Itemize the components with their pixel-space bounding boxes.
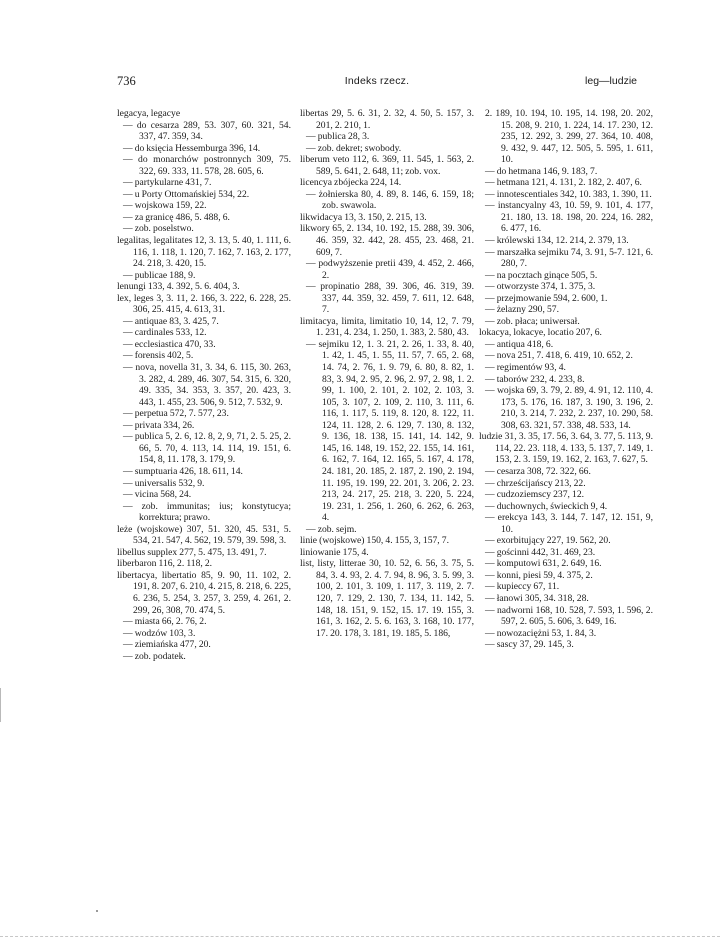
index-subentry: — propinatio 288, 39. 306, 46. 319, 39. 337, 44. 359, 32. 459, 7. 611, 12. 648, 7. bbox=[306, 281, 474, 316]
index-entry: ludzie 31, 3. 35, 17. 56, 3. 64, 3. 77, 5. 113, 9. 114, 22. 23. 118, 4. 133, 5. 137, 7. 149, 1. 153, 2. 3. 159, 19. 162, 2. 163, 7. 627, 5. bbox=[479, 431, 653, 466]
index-subentry: — vicina 568, 24. bbox=[123, 489, 192, 501]
page-header bbox=[117, 74, 637, 90]
index-subentry: — wojska 69, 3. 79, 2. 89, 4. 91, 12. 110, 4. 173, 5. 176, 16. 187, 3. 190, 3. 196, 2. 210, 3. 214, 7. 232, 2. 237, 10. 290, 58. 308, 63. 321, 57. 338, 48. 533, 14. bbox=[485, 385, 653, 431]
index-subentry: — zob. immunitas; ius; konstytucya; korrektura; prawo. bbox=[123, 500, 291, 524]
index-subentry: — nowozaciężni 53, 1. 84, 3. bbox=[485, 627, 597, 639]
index-subentry: — podwyższenie pretii 439, 4. 452, 2. 466, 2. bbox=[306, 258, 474, 281]
index-subentry: — gościnni 442, 31. 469, 23. bbox=[485, 546, 596, 558]
margin-mark bbox=[0, 688, 4, 722]
index-subentry: — przejmowanie 594, 2. 600, 1. bbox=[485, 292, 608, 304]
index-subentry: — sumptuaria 426, 18. 611, 14. bbox=[123, 465, 243, 477]
index-subentry: — perpetua 572, 7. 577, 23. bbox=[123, 408, 229, 420]
index-subentry: — komputowi 631, 2. 649, 16. bbox=[485, 558, 602, 570]
index-entry: linie (wojskowe) 150, 4. 155, 3, 157, 7. bbox=[300, 535, 449, 547]
index-entry: libertas 29, 5. 6. 31, 2. 32, 4. 50, 5. 157, 3. 201, 2. 210, 1. bbox=[300, 108, 474, 131]
index-subentry: — sejmiku 12, 1. 3. 21, 2. 26, 1. 33, 8. 40, 1. 42, 1. 45, 1. 55, 11. 57, 7. 65, 2. 68, 14. 74, 2. 76, 1. 9. 79, 6. 80, 8. 82, 1. 83, 3. 94, 2. 95, 2. 96, 2. 97, 2. 98, 1. 2. 99, 1. 100, 2. 101, 2. 102, 2. 103, 3. 105, 3. 107, 2. 109, 2. 110, 3. 111, 6. 116, 1. 117, 5. 119, 8. 120, 8. 122, 11. 124, 11. 128, 2. 6. 129, 7. 130, 8. 132, 9. 136, 18. 138, 15. 141, 14. 142, 9. 145, 16. 148, 19. 152, 22. 155, 14. 161, 6. 162, 7. 164, 12. 165, 5. 167, 4. 178, 24. 181, 20. 185, 2. 187, 2. 190, 2. 194, 11. 195, 19. 199, 22. 201, 3. 206, 2. 23. 213, 24. 217, 25. 218, 3. 220, 5. 224, 19. 231, 1. 256, 1. 260, 6. 262, 6. 263, 4. bbox=[306, 338, 474, 524]
index-subentry: — ziemiańska 477, 20. bbox=[123, 639, 211, 651]
index-entry: lenungi 133, 4. 392, 5. 6. 404, 3. bbox=[117, 281, 240, 293]
index-subentry: — nova, novella 31, 3. 34, 6. 115, 30. 263, 3. 282, 4. 289, 46. 307, 54. 315, 6. 320, 49. 335, 34. 353, 3. 357, 20. 423, 3. 443, 1. 455, 23. 506, 9. 512, 7. 532, 9. bbox=[123, 362, 291, 408]
index-subentry: — innotescentiales 342, 10. 383, 1. 390, 11. bbox=[485, 188, 652, 200]
index-subentry: — ecclesiastica 470, 33. bbox=[123, 338, 216, 350]
index-subentry: — zob. poselstwo. bbox=[123, 223, 194, 235]
index-subentry: — regimentów 93, 4. bbox=[485, 362, 566, 374]
running-title: Indeks rzecz. bbox=[344, 75, 410, 87]
index-subentry: — do księcia Hessemburga 396, 14. bbox=[123, 142, 261, 154]
index-subentry: — publica 28, 3. bbox=[306, 131, 370, 143]
index-entry: libertacya, libertatio 85, 9. 90, 11. 102, 2. 191, 8. 207, 6. 210, 4. 215, 8. 218, 6. 225, 6. 236, 5. 254, 3. 257, 3. 259, 4. 261, 2. 299, 26, 308, 70. 474, 5. bbox=[117, 569, 291, 616]
index-subentry: — hetmana 121, 4. 131, 2. 182, 2. 407, 6. bbox=[485, 177, 642, 189]
index-subentry: — żelazny 290, 57. bbox=[485, 304, 559, 316]
index-column-3 bbox=[479, 108, 653, 651]
index-subentry: — łanowi 305, 34. 318, 28. bbox=[485, 592, 589, 604]
index-subentry: — cudzoziemscy 237, 12. bbox=[485, 489, 585, 501]
index-subentry: — partykularne 431, 7. bbox=[123, 177, 212, 189]
index-entry: limitacya, limita, limitatio 10, 14, 12, 7. 79, 1. 231, 4. 234, 1. 250, 1. 383, 2. 580, 43. bbox=[300, 315, 474, 339]
index-column-1 bbox=[117, 108, 291, 662]
index-subentry: — zob. podatek. bbox=[123, 650, 186, 662]
index-subentry: — antiquae 83, 3. 425, 7. bbox=[123, 315, 219, 327]
index-subentry: — duchownych, świeckich 9, 4. bbox=[485, 500, 608, 512]
index-subentry: — otworzyste 374, 1. 375, 3. bbox=[485, 281, 596, 293]
entry-range: leg—ludzie bbox=[585, 75, 637, 87]
index-subentry: — antiqua 418, 6. bbox=[485, 338, 554, 350]
index-entry: licencya zbójecka 224, 14. bbox=[300, 177, 402, 189]
index-subentry: — publica 5, 2. 6, 12. 8, 2, 9, 71, 2. 5. 25, 2. 66, 5. 70, 4. 113, 14. 114, 19. 151, 6. 154, 8, 11. 178, 3. 179, 9. bbox=[123, 431, 291, 466]
index-subentry: — sascy 37, 29. 145, 3. bbox=[485, 639, 574, 651]
index-subentry: — u Porty Ottomańskiej 534, 22. bbox=[123, 188, 250, 200]
index-subentry: — taborów 232, 4. 233, 8. bbox=[485, 373, 585, 385]
index-entry: legacya, legacye bbox=[117, 108, 181, 119]
index-entry: lokacya, lokacye, locatio 207, 6. bbox=[479, 327, 602, 339]
index-entry: legalitas, legalitates 12, 3. 13, 5. 40, 1. 111, 6. 116, 1. 118, 1. 120, 7. 162, 7. 163, 2. 177, 24. 218, 3. 420, 15. bbox=[117, 235, 291, 270]
page-number: 736 bbox=[117, 74, 136, 88]
index-subentry: — wodzów 103, 3. bbox=[123, 627, 196, 639]
index-entry: liniowanie 175, 4. bbox=[300, 546, 369, 558]
index-column-2 bbox=[300, 108, 474, 639]
index-subentry: — wojskowa 159, 22. bbox=[123, 200, 207, 212]
index-subentry: — cardinales 533, 12. bbox=[123, 327, 207, 339]
index-subentry: — publicae 188, 9. bbox=[123, 269, 196, 281]
scan-edge-rule bbox=[0, 936, 720, 937]
index-subentry: — forensis 402, 5. bbox=[123, 350, 194, 362]
index-subentry: — za granicę 486, 5. 488, 6. bbox=[123, 211, 230, 223]
index-subentry: 2. 189, 10. 194, 10. 195, 14. 198, 20. 202, 15. 208, 9. 210, 1. 224, 14. 17. 230, 12. 235, 12. 292, 3. 299, 27. 364, 10. 408, 9. 432, 9. 447, 12. 505, 5. 595, 1. 611, 10. bbox=[485, 108, 653, 166]
index-subentry: — chrześcijańscy 213, 22. bbox=[485, 477, 586, 489]
index-subentry: — exorbitujący 227, 19. 562, 20. bbox=[485, 535, 611, 547]
scan-dot bbox=[96, 910, 98, 912]
index-subentry: — zob. dekret; swobody. bbox=[306, 142, 402, 154]
index-entry: liberum veto 112, 6. 369, 11. 545, 1. 563, 2. 589, 5. 641, 2. 648, 11; zob. vox. bbox=[300, 154, 474, 177]
index-subentry: — do hetmana 146, 9. 183, 7. bbox=[485, 165, 598, 177]
index-subentry: — universalis 532, 9. bbox=[123, 477, 205, 489]
index-subentry: — żołnierska 80, 4. 89, 8. 146, 6. 159, 18; zob. swawola. bbox=[306, 188, 474, 212]
index-subentry: — konni, piesi 59, 4. 375, 2. bbox=[485, 569, 593, 581]
index-subentry: — kupieccy 67, 11. bbox=[485, 581, 560, 593]
index-entry: libellus supplex 277, 5. 475, 13. 491, 7. bbox=[117, 546, 267, 558]
index-subentry: — nadworni 168, 10. 528, 7. 593, 1. 596, 2. 597, 2. 605, 5. 606, 3. 649, 16. bbox=[485, 604, 653, 628]
index-subentry: — cesarza 308, 72. 322, 66. bbox=[485, 465, 591, 477]
index-subentry: — erekcya 143, 3. 144, 7. 147, 12. 151, 9, 10. bbox=[485, 512, 653, 535]
index-entry: likwidacya 13, 3. 150, 2. 215, 13. bbox=[300, 211, 427, 223]
index-subentry: — privata 334, 26. bbox=[123, 419, 195, 431]
index-entry: lex, leges 3, 3. 11, 2. 166, 3. 222, 6. 228, 25. 306, 25. 415, 4. 613, 31. bbox=[117, 292, 291, 316]
index-entry: leże (wojskowe) 307, 51. 320, 45. 531, 5. 534, 21. 547, 4. 562, 19. 579, 39. 598, 3. bbox=[117, 523, 291, 547]
index-subentry: — nova 251, 7. 418, 6. 419, 10. 652, 2. bbox=[485, 350, 633, 362]
index-entry: liberbaron 116, 2. 118, 2. bbox=[117, 558, 213, 570]
index-entry: list, listy, litterae 30, 10. 52, 6. 56, 3. 75, 5. 84, 3. 4. 93, 2. 4. 7. 94, 8. 96, 3. 5. 99, 3. 100, 2. 101, 3. 109, 1. 117, 3. 119, 2. 7. 120, 7. 129, 2. 130, 7. 134, 11. 142, 5. 148, 18. 151, 9. 152, 15. 17. 19. 155, 3. 161, 3. 162, 2. 5. 6. 163, 3. 168, 10. 177, 17. 20. 178, 3. 181, 19. 185, 5. 186, bbox=[300, 558, 474, 639]
index-subentry: — na pocztach ginące 505, 5. bbox=[485, 269, 598, 281]
index-subentry: — do monarchów postronnych 309, 75. 322, 69. 333, 11. 578, 28. 605, 6. bbox=[123, 154, 291, 177]
index-subentry: — zob. sejm. bbox=[306, 523, 357, 535]
index-subentry: — marszałka sejmiku 74, 3. 91, 5-7. 121, 6. 280, 7. bbox=[485, 246, 653, 270]
index-entry: likwory 65, 2. 134, 10. 192, 15. 288, 39. 306, 46. 359, 32. 442, 28. 455, 23. 468, 21. 609, 7. bbox=[300, 223, 474, 258]
index-subentry: — zob. płaca; uniwersał. bbox=[485, 315, 580, 327]
index-subentry: — instancyalny 43, 10. 59, 9. 101, 4. 177, 21. 180, 13. 18. 198, 20. 224, 16. 282, 6. 477, 16. bbox=[485, 200, 653, 235]
index-subentry: — do cesarza 289, 53. 307, 60. 321, 54. 337, 47. 359, 34. bbox=[123, 119, 291, 143]
index-subentry: — królewski 134, 12. 214, 2. 379, 13. bbox=[485, 235, 629, 247]
index-subentry: — miasta 66, 2. 76, 2. bbox=[123, 616, 207, 628]
